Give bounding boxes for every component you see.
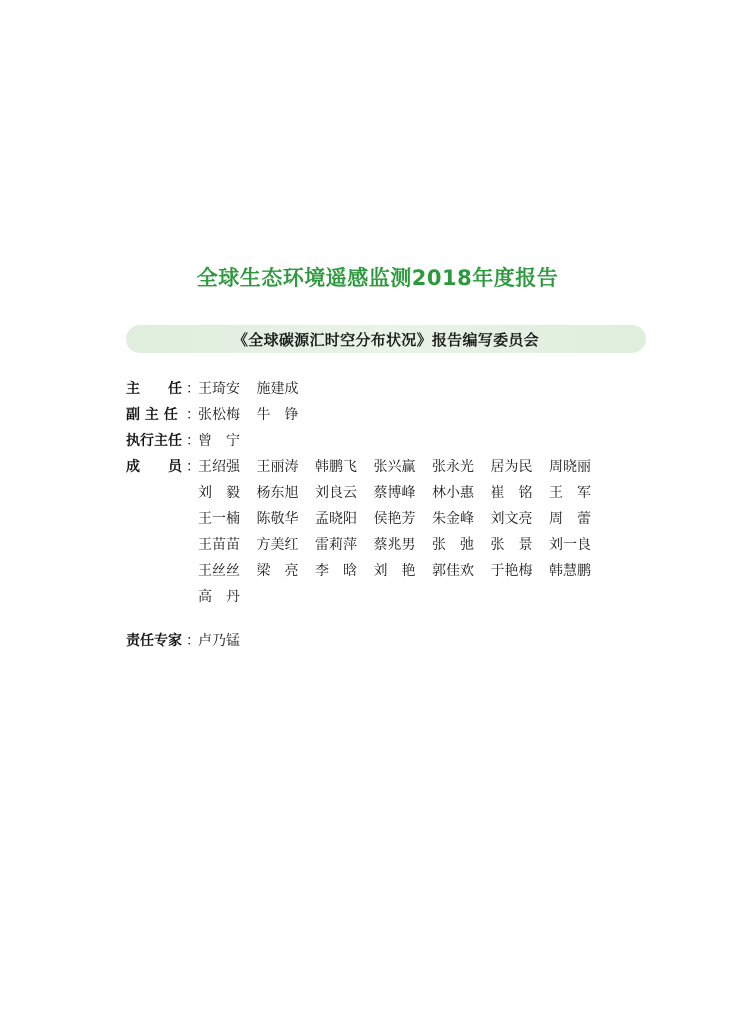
member-name: 居为民 [490, 459, 533, 475]
member-name: 孟晓阳 [315, 511, 357, 527]
member-name: 王苗苗 [198, 537, 240, 553]
committee-banner [126, 325, 646, 353]
person-name: 曾 宁 [198, 433, 240, 449]
member-name: 刘 艳 [373, 563, 416, 579]
member-name: 崔 铭 [490, 485, 533, 501]
member-name: 林小惠 [432, 485, 474, 501]
executive-director-label: 执行主任 [126, 433, 182, 449]
deputy-director-label: 副 主 任 [126, 407, 178, 423]
member-name: 雷莉萍 [315, 537, 357, 553]
committee-list [126, 376, 626, 654]
executive-director-names [198, 428, 618, 454]
member-name: 韩慧鹏 [549, 563, 591, 579]
member-name: 梁 亮 [256, 563, 299, 579]
member-name: 周晓丽 [549, 459, 591, 475]
member-name: 张 景 [490, 537, 533, 553]
committee-banner-text: 《全球碳源汇时空分布状况》报告编写委员会 [232, 330, 539, 349]
deputy-director-row [126, 402, 626, 428]
person-name: 王琦安 [198, 381, 240, 397]
member-name: 张兴赢 [373, 459, 416, 475]
expert-row [126, 628, 626, 654]
member-name: 王丽涛 [256, 459, 299, 475]
report-title: 全球生态环境遥感监测2018年度报告 [196, 266, 559, 290]
expert-names [198, 628, 618, 654]
colon: ： [186, 433, 200, 449]
member-name: 刘良云 [315, 485, 357, 501]
member-name: 高 丹 [198, 589, 240, 605]
member-name: 侯艳芳 [373, 511, 416, 527]
member-name: 韩鹏飞 [315, 459, 357, 475]
member-name: 张 弛 [432, 537, 474, 553]
member-name: 蔡博峰 [373, 485, 416, 501]
member-name: 蔡兆男 [373, 537, 416, 553]
members-names [198, 454, 618, 610]
member-name: 杨东旭 [256, 485, 299, 501]
expert-label: 责任专家 [126, 633, 182, 649]
person-name: 张松梅 [198, 407, 240, 423]
director-names [198, 376, 618, 402]
person-name: 牛 铮 [256, 407, 299, 423]
members-row [126, 454, 626, 610]
member-name: 王一楠 [198, 511, 240, 527]
members-label: 成 员 [126, 459, 182, 475]
member-name: 于艳梅 [490, 563, 533, 579]
colon: ： [186, 633, 200, 649]
member-name: 李 晗 [315, 563, 357, 579]
director-row [126, 376, 626, 402]
member-name: 刘 毅 [198, 485, 240, 501]
member-name: 刘一良 [549, 537, 591, 553]
colon: ： [186, 459, 200, 475]
executive-director-row [126, 428, 626, 454]
member-name: 王丝丝 [198, 563, 240, 579]
person-name: 卢乃锰 [198, 633, 240, 649]
member-name: 王绍强 [198, 459, 240, 475]
member-name: 方美红 [256, 537, 299, 553]
member-name: 刘文亮 [490, 511, 533, 527]
member-name: 郭佳欢 [432, 563, 474, 579]
section-spacer [126, 610, 626, 628]
director-label: 主 任 [126, 381, 182, 397]
colon: ： [186, 407, 200, 423]
deputy-director-names [198, 402, 618, 428]
member-name: 陈敬华 [256, 511, 299, 527]
member-name: 王 军 [549, 485, 591, 501]
person-name: 施建成 [256, 381, 299, 397]
member-name: 周 蕾 [549, 511, 591, 527]
colon: ： [186, 381, 200, 397]
member-name: 张永光 [432, 459, 474, 475]
member-name: 朱金峰 [432, 511, 474, 527]
